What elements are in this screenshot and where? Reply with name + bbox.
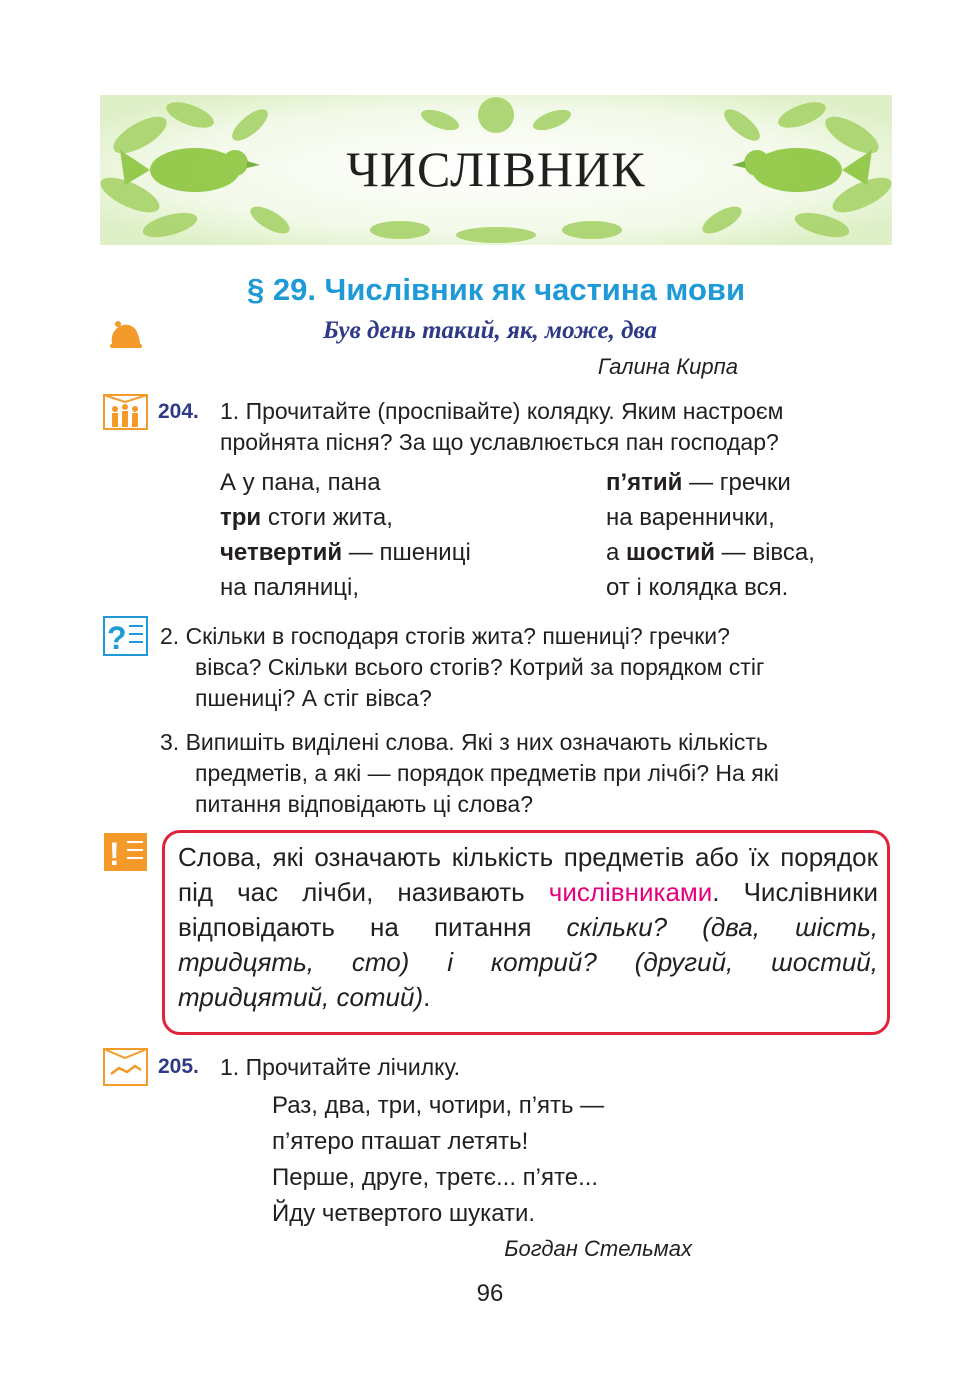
- poem-line: п’ятеро пташат летять!: [272, 1128, 529, 1155]
- poem-line: четвертий — пшениці: [220, 539, 471, 566]
- task-text: вівса? Скільки всього стогів? Котрий за порядком стіг: [195, 654, 765, 680]
- svg-text:?: ?: [107, 620, 127, 656]
- exercise-number: 205.: [158, 1055, 199, 1078]
- poem-left-column: [220, 465, 471, 605]
- poem-line: Перше, друге, третє... п’яте...: [272, 1164, 599, 1191]
- task-text: питання відповідають ці слова?: [195, 791, 533, 817]
- poem-line: п’ятий — гречки: [606, 469, 791, 496]
- poem-line: а шостий — вівса,: [606, 539, 815, 566]
- rule-term: числівниками: [548, 877, 713, 907]
- epigraph-quote: Був день такий, як, може, два: [322, 317, 658, 344]
- epigraph-author: Галина Кирпа: [597, 354, 738, 379]
- poem-line: А у пана, пана: [220, 469, 381, 496]
- section-title: § 29. Числівник як частина мови: [247, 272, 745, 307]
- reading-icon: [103, 394, 148, 430]
- page-number: 96: [476, 1280, 504, 1307]
- task-text: предметів, а які — порядок предметів при лічбі? На які: [195, 760, 779, 786]
- poem-right-column: [606, 465, 815, 605]
- rule-text: Слова, які означають кількість предметів або їх порядок під час лічби, називають числівниками. Числівники відповідають на питання скільки? (два, шість, тридцять, сто) і котрий? (другий, шостий, тридцятий, сотий).: [178, 842, 878, 1012]
- rule-icon: [103, 832, 148, 872]
- task-text: пройнята пісня? За що уславлюється пан господар?: [220, 429, 779, 455]
- chapter-title: ЧИСЛІВНИК: [346, 141, 646, 197]
- poem-line: три стоги жита,: [220, 504, 393, 531]
- poem-line: Раз, два, три, чотири, п’ять —: [272, 1092, 605, 1119]
- task-text: 1. Прочитайте лічилку.: [220, 1054, 461, 1080]
- task-text: пшениці? А стіг вівса?: [195, 685, 432, 711]
- poem-line: от і колядка вся.: [606, 574, 789, 601]
- poem-author: Богдан Стельмах: [504, 1236, 692, 1261]
- poem-line: Йду четвертого шукати.: [272, 1200, 536, 1227]
- poem-line: на вареннички,: [606, 504, 775, 531]
- rule-examples: скільки? (два, шість, тридцять, сто) і котрий? (другий, шостий, тридцятий, сотий): [178, 912, 878, 1012]
- task-text: 2. Скільки в господаря стогів жита? пшениці? гречки?: [160, 623, 730, 649]
- svg-text:!: !: [109, 836, 120, 872]
- bell-icon: [104, 314, 144, 354]
- counting-rhyme: [272, 1088, 604, 1232]
- handshake-icon: [103, 1048, 148, 1086]
- poem-line: на паляниці,: [220, 574, 360, 601]
- task-text: 1. Прочитайте (проспівайте) колядку. Яким настроєм: [220, 398, 784, 424]
- question-icon: [103, 616, 148, 656]
- task-text: 3. Випишіть виділені слова. Які з них означають кількість: [160, 729, 768, 755]
- exercise-number: 204.: [158, 400, 199, 423]
